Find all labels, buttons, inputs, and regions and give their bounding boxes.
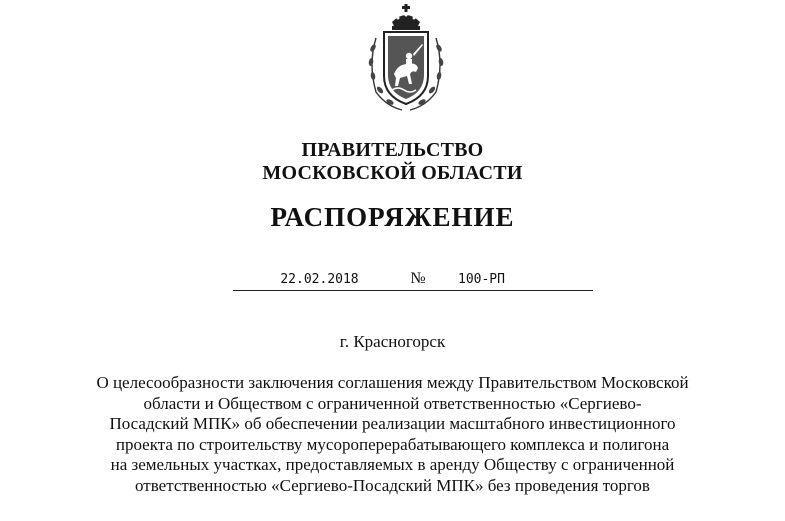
organization-name-line1: ПРАВИТЕЛЬСТВО bbox=[301, 139, 484, 161]
subject-line: на земельных участках, предоставляемых в аренду Обществу с ограниченной bbox=[110, 455, 675, 475]
subject-line: ответственностью «Сергиево-Посадский МПК» без проведения торгов bbox=[135, 475, 650, 495]
subject-line: области и Обществом с ограниченной ответственностью «Сергиево- bbox=[143, 393, 642, 413]
number-sign-label: № bbox=[406, 268, 430, 291]
city-name: г. Красногорск bbox=[339, 332, 446, 351]
organization-name-line2: МОСКОВСКОЙ ОБЛАСТИ bbox=[262, 162, 523, 184]
document-date: 22.02.2018 bbox=[233, 270, 406, 291]
subject-line: проекта по строительству мусороперерабатывающего комплекса и полигона bbox=[115, 434, 670, 454]
document-number: 100-РП bbox=[430, 270, 593, 291]
subject-line: Посадский МПК» об обеспечении реализации масштабного инвестиционного bbox=[109, 414, 676, 434]
subject-line: О целесообразности заключения соглашения между Правительством Московской bbox=[96, 373, 689, 392]
document-subject bbox=[0, 373, 785, 497]
coat-of-arms-icon bbox=[362, 4, 450, 114]
document-type-title: РАСПОРЯЖЕНИЕ bbox=[270, 202, 515, 232]
